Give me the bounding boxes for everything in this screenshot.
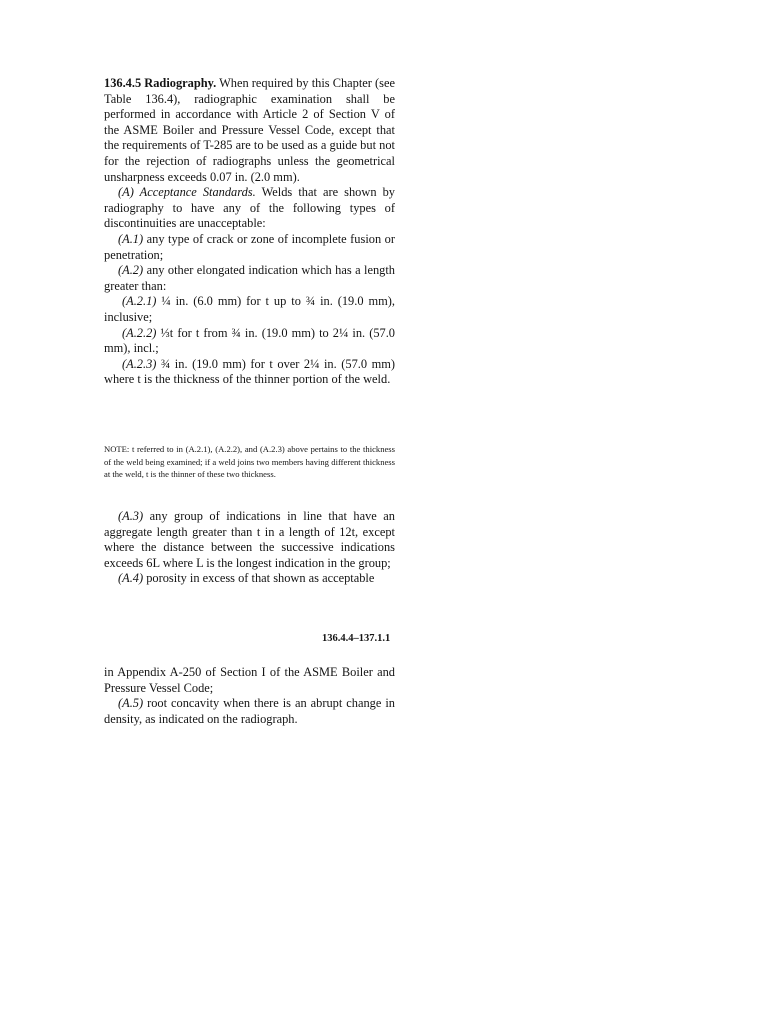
item-a1-body: any type of crack or zone of incomplete fusion or penetration; xyxy=(104,231,395,262)
item-a5-body: root concavity when there is an abrupt change in density, as indicated on the radiograph. xyxy=(104,696,395,726)
item-a2 xyxy=(104,263,395,294)
item-a4-label: (A.4) xyxy=(118,571,144,586)
second-page-column xyxy=(104,665,395,727)
acceptance-label: (A) Acceptance Standards. xyxy=(118,185,256,200)
item-a1 xyxy=(104,232,395,263)
item-a5-label: (A.5) xyxy=(118,696,144,711)
item-a3-body: any group of indications in line that have an aggregate length greater than t in a length of 12t, except where the distance between the successive indications exceeds 6L where L is the longest indication in the group; xyxy=(104,509,395,570)
radiography-body: When required by this Chapter (see Table 136.4), radiographic examination shall be performed in accordance with Article 2 of Section V of the ASME Boiler and Pressure Vessel Code, except that the requirements of T-285 are to be used as a guide but not for the rejection of radiographs unless the geometrical unsharpness exceeds 0.07 in. (2.0 mm). xyxy=(104,76,395,184)
item-a3-label: (A.3) xyxy=(118,509,144,523)
item-a4-body: porosity in excess of that shown as acceptable xyxy=(143,571,375,586)
acceptance-paragraph xyxy=(104,185,395,232)
note-block xyxy=(104,443,395,481)
item-a23 xyxy=(104,357,395,388)
item-a4-continued: in Appendix A-250 of Section I of the ASME Boiler and Pressure Vessel Code; xyxy=(104,665,395,695)
item-a22-label: (A.2.2) xyxy=(122,325,157,340)
item-a22-body: ⅓t for t from ¾ in. (19.0 mm) to 2¼ in. (57.0 mm), incl.; xyxy=(104,325,395,356)
radiography-paragraph xyxy=(104,76,395,185)
page-reference: 136.4.4–137.1.1 xyxy=(322,633,391,644)
item-a1-label: (A.1) xyxy=(118,231,144,246)
item-a23-body: ¾ in. (19.0 mm) for t over 2¼ in. (57.0 mm) where t is the thickness of the thinner portion of the weld. xyxy=(104,356,395,387)
note-text: NOTE: t referred to in (A.2.1), (A.2.2), and (A.2.3) above pertains to the thickness of the weld being examined; if a weld joins two members having different thickness at the weld, t is the thinner of these two thickness. xyxy=(104,444,395,480)
item-a23-label: (A.2.3) xyxy=(122,356,157,371)
item-a21 xyxy=(104,294,395,325)
main-column xyxy=(104,76,395,388)
item-a21-label: (A.2.1) xyxy=(122,294,157,309)
item-a5 xyxy=(104,696,395,727)
item-a2-body: any other elongated indication which has a length greater than: xyxy=(104,263,395,293)
item-a21-body: ¼ in. (6.0 mm) for t up to ¾ in. (19.0 mm), inclusive; xyxy=(104,294,395,324)
item-a2-label: (A.2) xyxy=(118,263,144,278)
continuation-column xyxy=(104,509,395,587)
item-a22 xyxy=(104,326,395,357)
radiography-heading: 136.4.5 Radiography. xyxy=(104,76,217,90)
acceptance-body: Welds that are shown by radiography to have any of the following types of discontinuities are unacceptable: xyxy=(104,185,395,231)
item-a4 xyxy=(104,571,395,587)
item-a3 xyxy=(104,509,395,571)
